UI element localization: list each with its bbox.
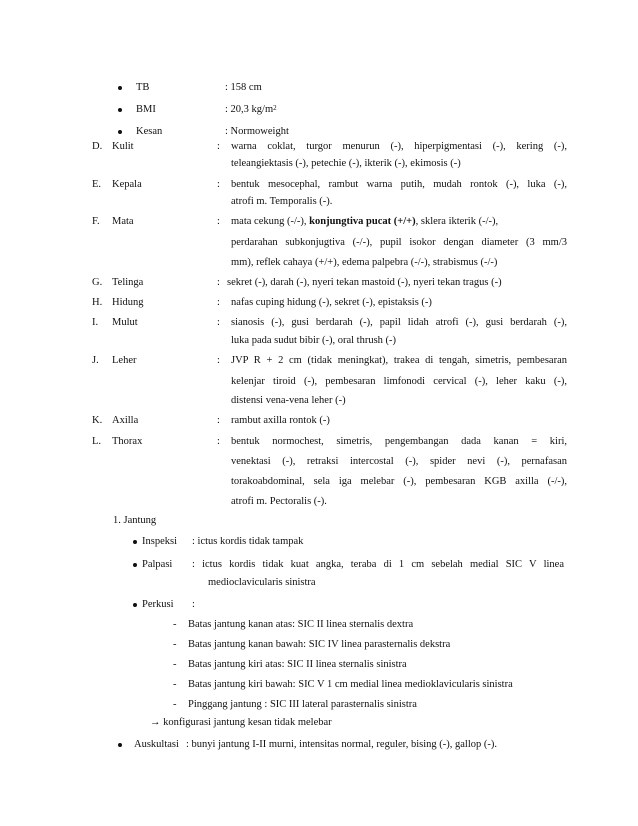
section-text: torakoabdominal, sela iga melebar (-), pembesaran KGB axilla (-/-), — [231, 476, 567, 487]
bullet-icon — [118, 86, 122, 90]
section-colon: : — [217, 415, 220, 426]
vital-label: Kesan — [136, 126, 163, 137]
dash-marker: - — [173, 659, 177, 670]
palpasi-label: Palpasi — [142, 559, 173, 570]
section-letter: K. — [92, 415, 103, 426]
dash-marker: - — [173, 619, 177, 630]
inspeksi-label: Inspeksi — [142, 536, 177, 547]
section-colon: : — [217, 179, 220, 190]
bullet-icon — [133, 540, 137, 544]
section-letter: J. — [92, 355, 99, 366]
vital-label: TB — [136, 82, 150, 93]
section-name: Mulut — [112, 317, 138, 328]
dash-marker: - — [173, 639, 177, 650]
section-name: Hidung — [112, 297, 144, 308]
bullet-icon — [133, 603, 137, 607]
section-letter: E. — [92, 179, 102, 190]
section-name: Leher — [112, 355, 137, 366]
highlight-conjunctiva: konjungtiva pucat (+/+) — [309, 216, 416, 227]
perkusi-colon: : — [192, 599, 195, 610]
bullet-icon — [118, 130, 122, 134]
section-text: venektasi (-), retraksi intercostal (-), spider nevi (-), pernafasan — [231, 456, 567, 467]
perkusi-item: Batas jantung kanan bawah: SIC IV linea parasternalis dekstra — [188, 639, 451, 650]
section-colon: : — [217, 297, 220, 308]
section-colon: : — [217, 277, 220, 288]
section-text: mm), reflek cahaya (+/+), edema palpebra (-/-), strabismus (-/-) — [231, 257, 498, 268]
auskultasi-label: Auskultasi — [134, 739, 179, 750]
section-name: Telinga — [112, 277, 144, 288]
section-name: Kepala — [112, 179, 142, 190]
section-text: mata cekung (-/-), konjungtiva pucat (+/+), sklera ikterik (-/-), — [231, 216, 499, 227]
section-name: Axilla — [112, 415, 139, 426]
vital-value: : Normoweight — [225, 126, 289, 137]
section-name: Kulit — [112, 141, 134, 152]
subsection-heading: 1. Jantung — [113, 515, 157, 526]
section-text: distensi vena-vena leher (-) — [231, 395, 346, 406]
section-colon: : — [217, 355, 220, 366]
bullet-icon — [118, 743, 122, 747]
section-text: JVP R + 2 cm (tidak meningkat), trakea di tengah, simetris, pembesaran — [231, 355, 567, 366]
section-letter: F. — [92, 216, 100, 227]
section-letter: I. — [92, 317, 99, 328]
section-text: warna coklat, turgor menurun (-), hiperpigmentasi (-), kering (-), — [231, 141, 567, 152]
dash-marker: - — [173, 679, 177, 690]
inspeksi-value: : ictus kordis tidak tampak — [192, 536, 304, 547]
section-text: teleangiektasis (-), petechie (-), ikterik (-), ekimosis (-) — [231, 158, 461, 169]
perkusi-item: Pinggang jantung : SIC III lateral parasternalis sinistra — [188, 699, 417, 710]
palpasi-value: medioclavicularis sinistra — [208, 577, 316, 588]
vital-superscript: 2 — [273, 104, 277, 112]
section-text: rambut axilla rontok (-) — [231, 415, 330, 426]
perkusi-item: Batas jantung kanan atas: SIC II linea sternalis dextra — [188, 619, 414, 630]
section-letter: H. — [92, 297, 103, 308]
section-text: sekret (-), darah (-), nyeri tekan mastoid (-), nyeri tekan tragus (-) — [227, 277, 502, 288]
perkusi-item: Batas jantung kiri atas: SIC II linea sternalis sinistra — [188, 659, 407, 670]
perkusi-label: Perkusi — [142, 599, 174, 610]
section-text: bentuk mesocephal, rambut warna putih, mudah rontok (-), luka (-), — [231, 179, 567, 190]
konfigurasi-conclusion: → konfigurasi jantung kesan tidak melebar — [150, 717, 332, 728]
bullet-icon — [133, 563, 137, 567]
palpasi-value: : ictus kordis tidak kuat angka, teraba di 1 cm sebelah medial SIC V linea — [192, 559, 564, 570]
section-colon: : — [217, 216, 220, 227]
section-text: bentuk normochest, simetris, pengembangan dada kanan = kiri, — [231, 436, 567, 447]
section-letter: G. — [92, 277, 103, 288]
vital-value: : 20,3 $kg/m^2$ — [225, 104, 277, 115]
section-text: kelenjar tiroid (-), pembesaran limfonodi cervical (-), leher kaku (-), — [231, 376, 567, 387]
section-name: Thorax — [112, 436, 143, 447]
section-letter: D. — [92, 141, 103, 152]
dash-marker: - — [173, 699, 177, 710]
vital-value: : 158 cm — [225, 82, 262, 93]
vital-label: BMI — [136, 104, 156, 115]
section-text: perdarahan subkonjugtiva (-/-), pupil isokor dengan diameter (3 mm/3 — [231, 237, 567, 248]
bullet-icon — [118, 108, 122, 112]
section-text: atrofi m. Temporalis (-). — [231, 196, 333, 207]
section-text: luka pada sudut bibir (-), oral thrush (-) — [231, 335, 397, 346]
section-colon: : — [217, 436, 220, 447]
section-colon: : — [217, 141, 220, 152]
section-colon: : — [217, 317, 220, 328]
section-text: sianosis (-), gusi berdarah (-), papil lidah atrofi (-), gusi berdarah (-), — [231, 317, 567, 328]
section-letter: L. — [92, 436, 102, 447]
auskultasi-value: : bunyi jantung I-II murni, intensitas normal, reguler, bising (-), gallop (-). — [186, 739, 498, 750]
section-text: atrofi m. Pectoralis (-). — [231, 496, 327, 507]
section-name: Mata — [112, 216, 134, 227]
perkusi-item: Batas jantung kiri bawah: SIC V 1 cm medial linea medioklavicularis sinistra — [188, 679, 513, 690]
section-text: nafas cuping hidung (-), sekret (-), epistaksis (-) — [231, 297, 432, 308]
